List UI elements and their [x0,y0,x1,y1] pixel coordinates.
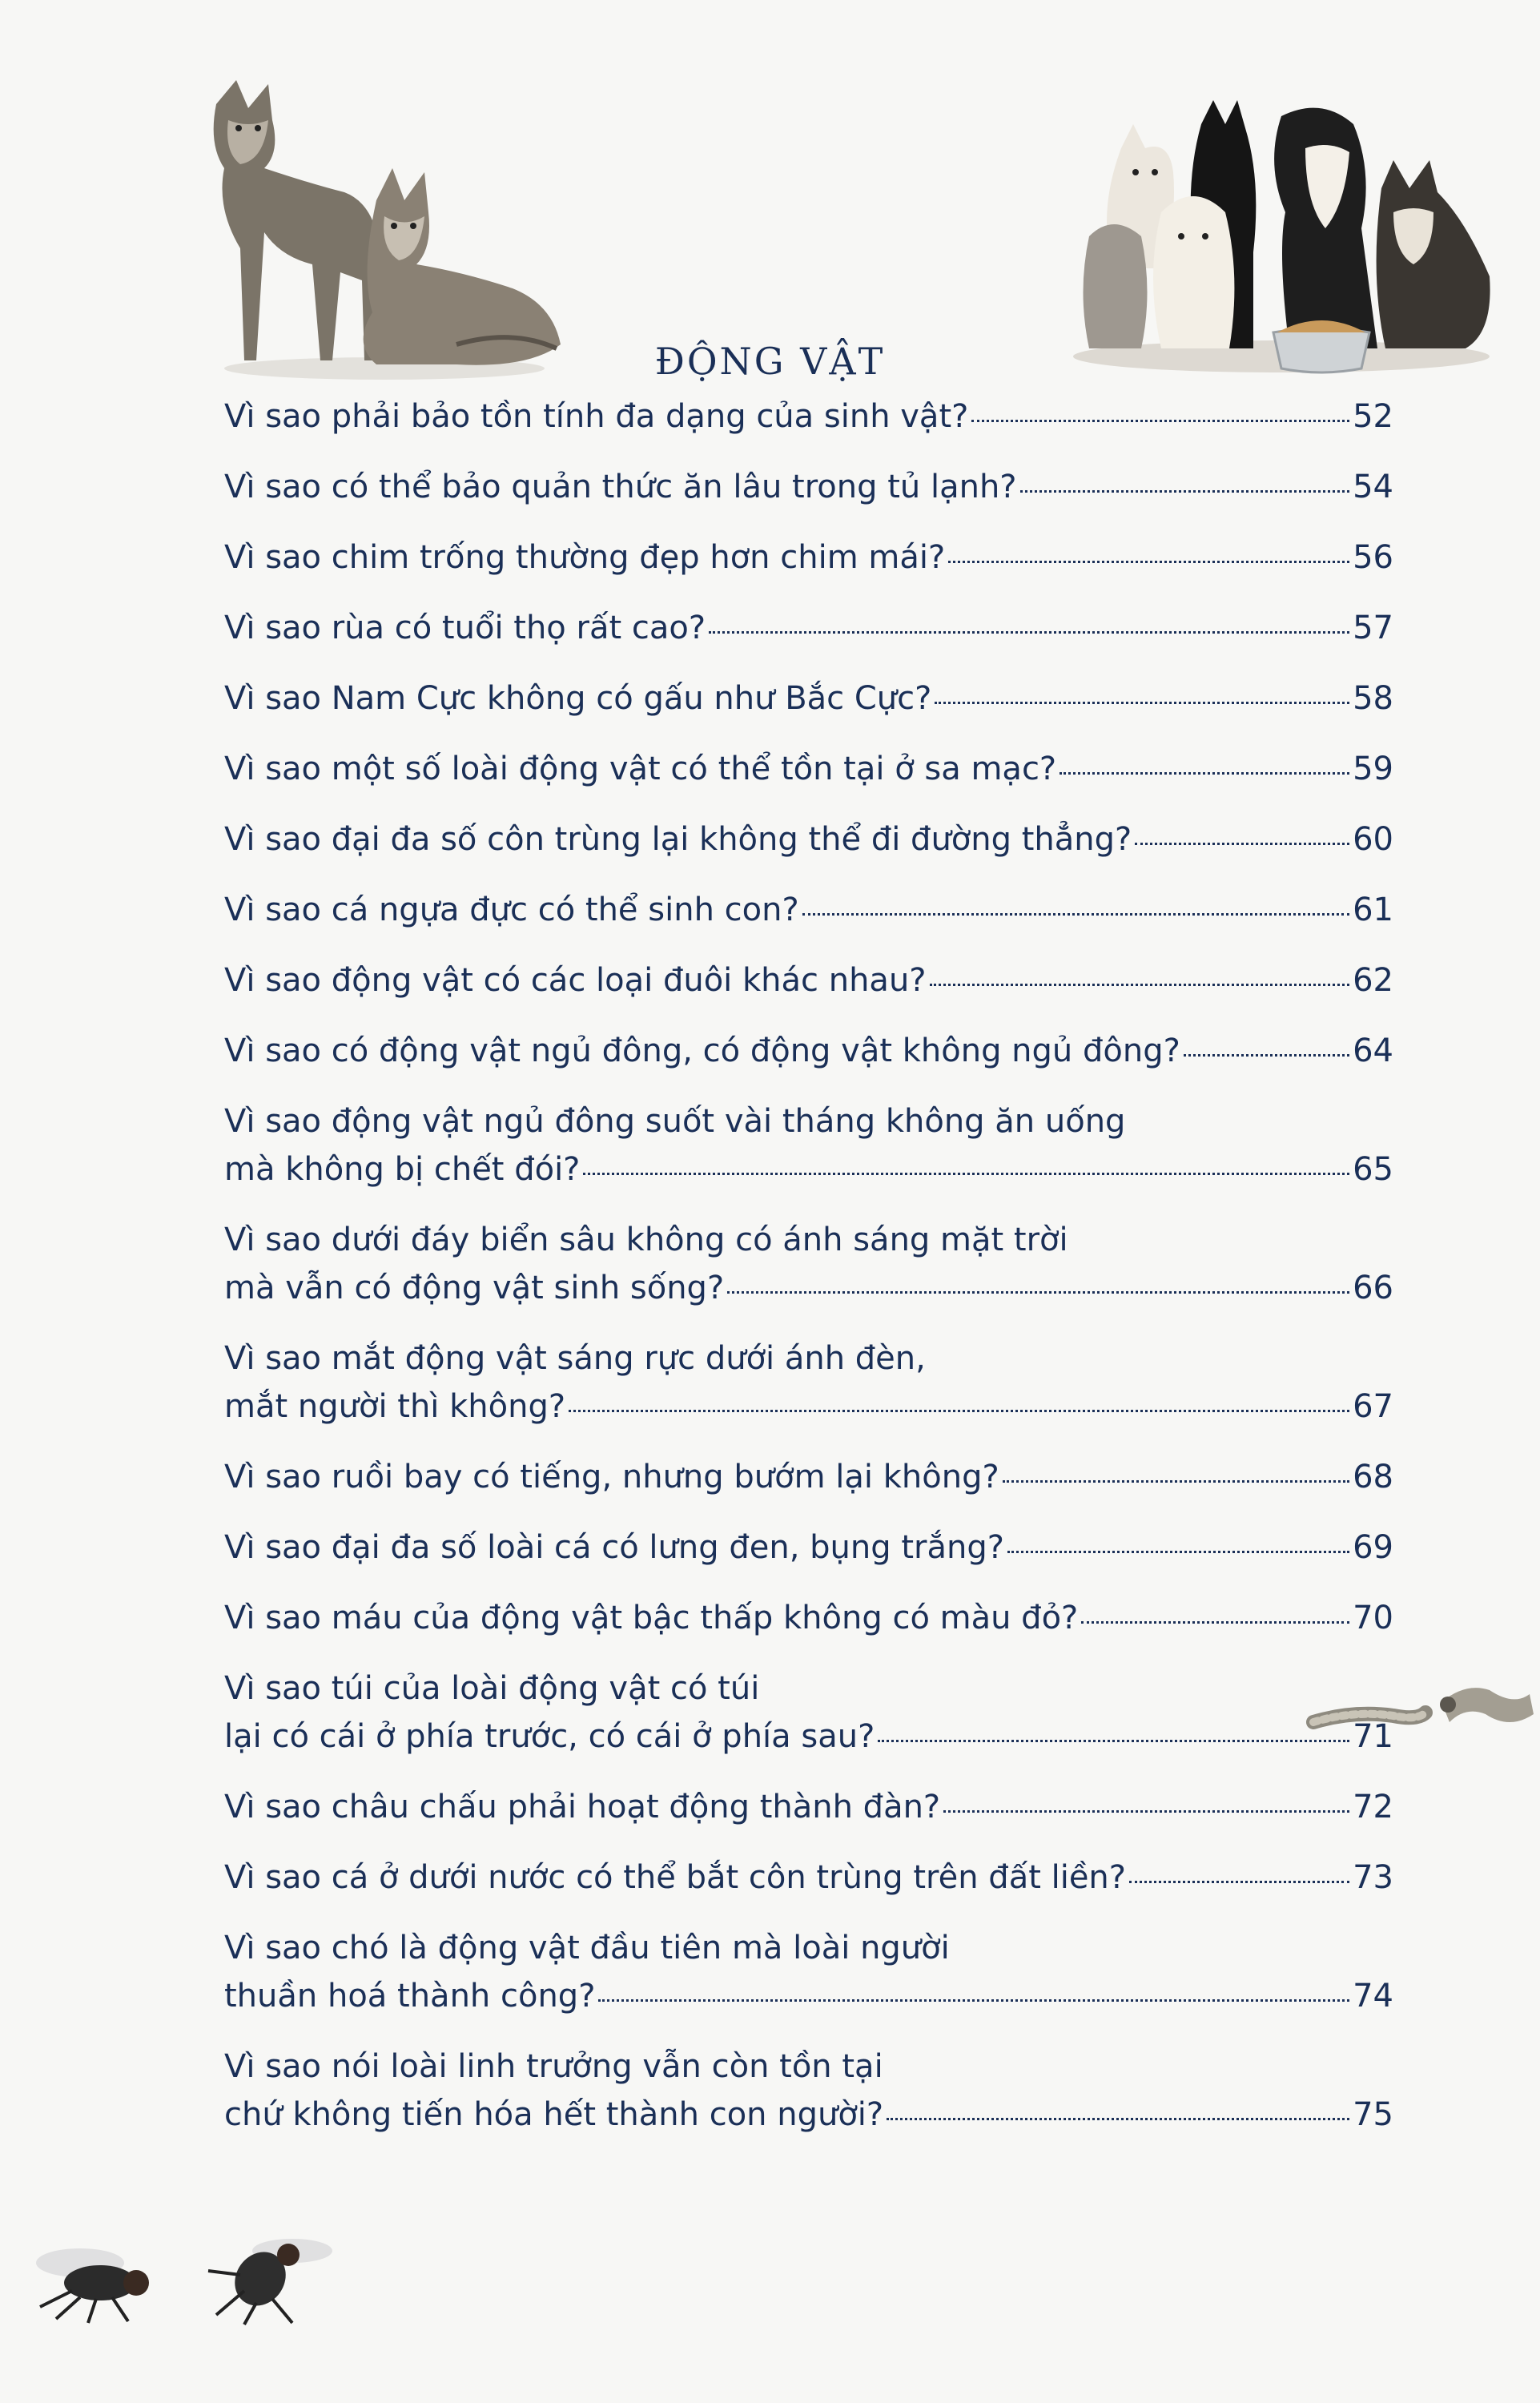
toc-entry-title-line-1: Vì sao chó là động vật đầu tiên mà loài người [224,1930,950,1966]
toc-spacer [224,863,1393,886]
toc-entry-title-line-2: chứ không tiến hóa hết thành con người? [224,2096,884,2133]
toc-spacer [224,1902,1393,1924]
toc-entry[interactable] [224,533,1393,582]
wolves-illustration [192,72,569,384]
toc-entry-title-line-2: mà không bị chết đói? [224,1151,581,1188]
toc-page-number: 71 [1353,1718,1393,1755]
toc-page-number: 74 [1353,1978,1393,2015]
toc-page-number: 59 [1353,751,1393,787]
dot-leader [1129,1879,1349,1883]
toc-page-number: 70 [1353,1600,1393,1636]
toc-entry[interactable] [224,463,1393,511]
toc-spacer [224,1642,1393,1664]
toc-entry[interactable] [224,1854,1393,1902]
toc-entry[interactable] [224,1334,1393,1431]
toc-page-number: 68 [1353,1459,1393,1495]
table-of-contents [224,392,1393,2139]
fly-illustration [196,2227,340,2327]
toc-entry[interactable] [224,1924,1393,2020]
toc-page-number: 54 [1353,469,1393,505]
dot-leader [1081,1620,1349,1624]
toc-page-number: 67 [1353,1388,1393,1425]
toc-entry-title-line-1: Vì sao động vật ngủ đông suốt vài tháng không ăn uống [224,1103,1126,1140]
dot-leader [1003,1479,1349,1483]
toc-spacer [224,934,1393,956]
dot-leader [583,1171,1349,1175]
toc-entry-title-line-1: Vì sao dưới đáy biển sâu không có ánh sáng mặt trời [224,1222,1068,1258]
toc-entry-title: Vì sao cá ngựa đực có thể sinh con? [224,892,799,928]
toc-page-number: 52 [1353,398,1393,435]
toc-entry-title: Vì sao có động vật ngủ đông, có động vật không ngủ đông? [224,1032,1180,1069]
toc-entry[interactable] [224,674,1393,723]
fly-illustration [24,2235,168,2327]
toc-entry-title-line-2: mắt người thì không? [224,1388,566,1425]
toc-entry-title: Vì sao động vật có các loại đuôi khác nhau? [224,962,927,999]
toc-page-number: 65 [1353,1151,1393,1188]
toc-entry-title: Vì sao Nam Cực không có gấu như Bắc Cực? [224,680,932,717]
toc-spacer [224,1501,1393,1524]
dot-leader [802,912,1349,916]
toc-entry-title-line-2: mà vẫn có động vật sinh sống? [224,1270,725,1306]
toc-page-number: 73 [1353,1859,1393,1896]
toc-entry[interactable] [224,1453,1393,1501]
toc-entry-title-line-1: Vì sao mắt động vật sáng rực dưới ánh đèn, [224,1340,926,1377]
dot-leader [1060,771,1349,775]
dot-leader [1020,489,1350,493]
toc-page-number: 75 [1353,2096,1393,2133]
dot-leader [948,559,1349,563]
dot-leader [887,2116,1349,2120]
dot-leader [1184,1053,1349,1057]
toc-entry[interactable] [224,2043,1393,2139]
toc-spacer [224,441,1393,463]
toc-entry[interactable] [224,1783,1393,1831]
toc-spacer [224,1193,1393,1216]
dot-leader [878,1738,1349,1742]
toc-spacer [224,2020,1393,2043]
toc-entry-title-line-1: Vì sao túi của loài động vật có túi [224,1670,760,1707]
dot-leader [569,1408,1349,1412]
toc-spacer [224,1431,1393,1453]
toc-entry[interactable] [224,745,1393,793]
toc-spacer [224,1004,1393,1027]
dot-leader [935,700,1349,704]
toc-entry[interactable] [224,815,1393,863]
dot-leader [1135,841,1349,845]
toc-page-number: 66 [1353,1270,1393,1306]
toc-page-number: 62 [1353,962,1393,999]
dot-leader [1007,1549,1349,1553]
toc-spacer [224,1831,1393,1854]
toc-entry[interactable] [224,1524,1393,1572]
dot-leader [930,982,1350,986]
toc-page-number: 72 [1353,1789,1393,1825]
toc-entry-title: Vì sao ruồi bay có tiếng, nhưng bướm lại không? [224,1459,999,1495]
toc-entry-title: Vì sao chim trống thường đẹp hơn chim mái? [224,539,946,576]
toc-entry[interactable] [224,1216,1393,1312]
toc-page-number: 57 [1353,610,1393,646]
toc-page-number: 64 [1353,1032,1393,1069]
toc-entry-title: Vì sao một số loài động vật có thể tồn tại ở sa mạc? [224,751,1057,787]
toc-entry[interactable] [224,1027,1393,1075]
toc-spacer [224,723,1393,745]
toc-spacer [224,652,1393,674]
toc-spacer [224,511,1393,533]
toc-entry-title: Vì sao đại đa số côn trùng lại không thể đi đường thẳng? [224,821,1132,858]
toc-spacer [224,1572,1393,1594]
toc-spacer [224,582,1393,604]
toc-spacer [224,1761,1393,1783]
toc-entry-title: Vì sao châu chấu phải hoạt động thành đàn? [224,1789,941,1825]
toc-page-number: 69 [1353,1529,1393,1566]
toc-spacer [224,793,1393,815]
dot-leader [727,1290,1349,1294]
toc-entry-title: Vì sao cá ở dưới nước có thể bắt côn trùng trên đất liền? [224,1859,1127,1896]
toc-entry[interactable] [224,392,1393,441]
toc-entry-title: Vì sao phải bảo tồn tính đa dạng của sinh vật? [224,398,969,435]
dot-leader [943,1809,1349,1813]
dot-leader [598,1998,1349,2002]
section-title: ĐỘNG VẬT [654,340,886,383]
toc-page-number: 56 [1353,539,1393,576]
toc-entry[interactable] [224,604,1393,652]
toc-entry[interactable] [224,1664,1393,1761]
toc-entry-title: Vì sao rùa có tuổi thọ rất cao? [224,610,706,646]
toc-entry-title: Vì sao đại đa số loài cá có lưng đen, bụng trắng? [224,1529,1004,1566]
toc-entry-title-line-2: lại có cái ở phía trước, có cái ở phía sau? [224,1718,875,1755]
toc-entry-title-line-1: Vì sao nói loài linh trưởng vẫn còn tồn tại [224,2048,883,2085]
toc-entry[interactable] [224,886,1393,934]
toc-spacer [224,1312,1393,1334]
toc-entry[interactable] [224,1594,1393,1642]
toc-entry-title: Vì sao có thể bảo quản thức ăn lâu trong tủ lạnh? [224,469,1017,505]
toc-spacer [224,1075,1393,1097]
toc-page-number: 60 [1353,821,1393,858]
toc-page-number: 58 [1353,680,1393,717]
dot-leader [971,418,1349,422]
silkworms-illustration [1305,1666,1538,1754]
dot-leader [709,630,1349,634]
toc-entry[interactable] [224,1097,1393,1193]
dogs-illustration [1065,92,1498,376]
toc-page-number: 61 [1353,892,1393,928]
toc-entry-title: Vì sao máu của động vật bậc thấp không có màu đỏ? [224,1600,1079,1636]
toc-entry[interactable] [224,956,1393,1004]
toc-entry-title-line-2: thuần hoá thành công? [224,1978,596,2015]
